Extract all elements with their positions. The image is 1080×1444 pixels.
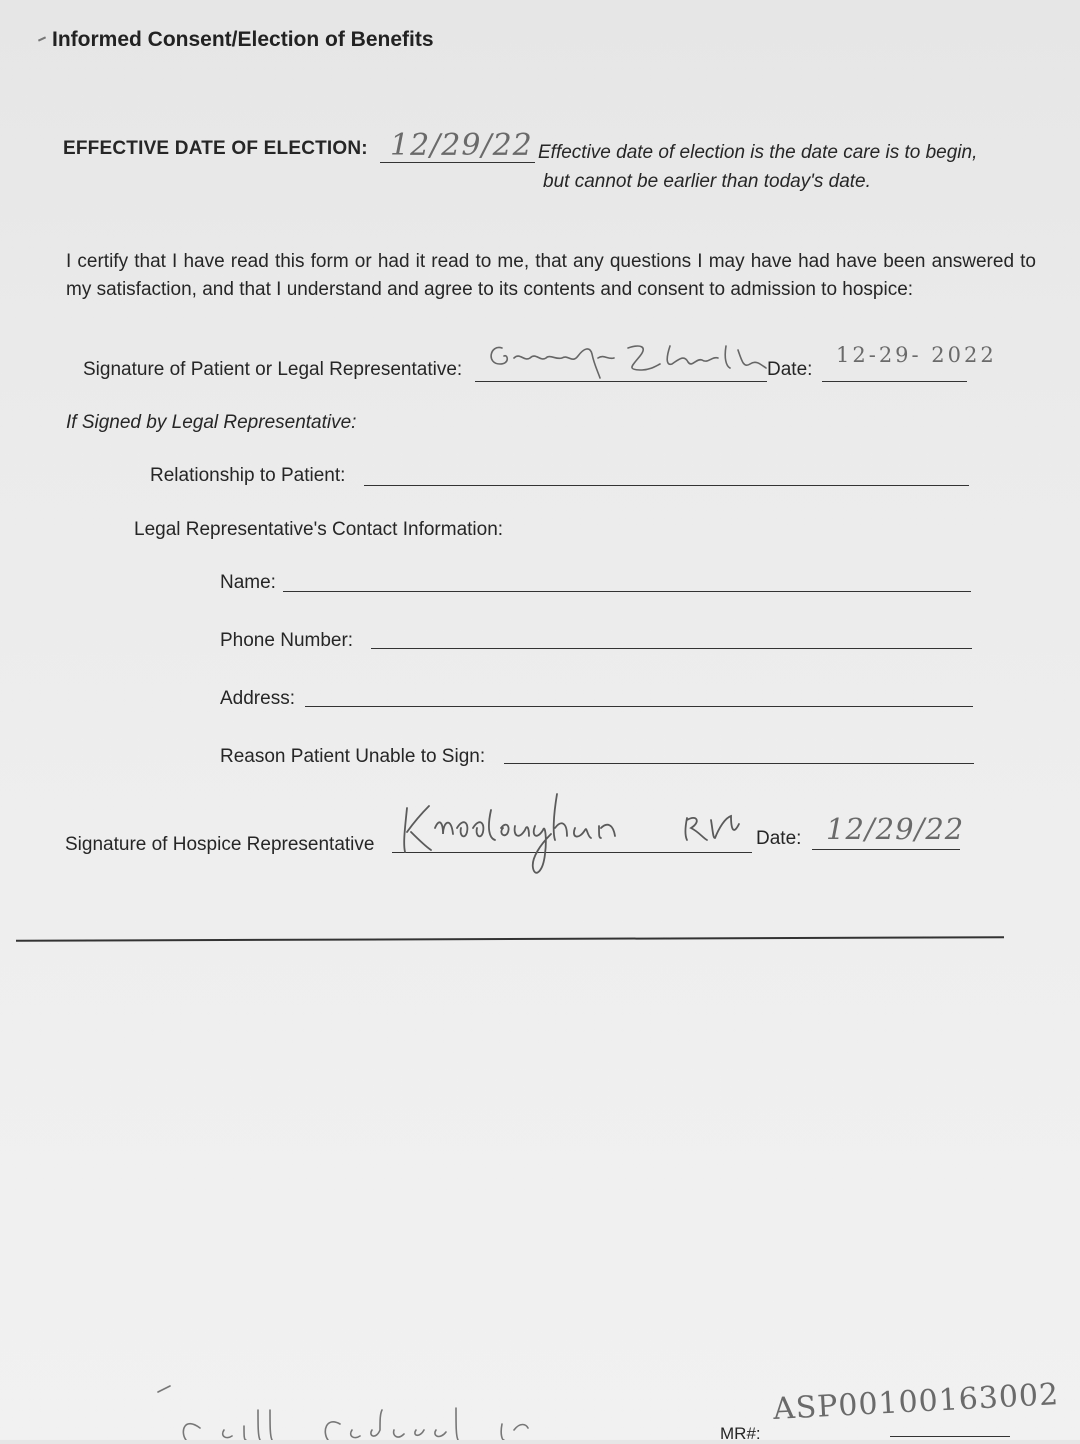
- hospice-date-label: Date:: [756, 828, 802, 849]
- election-note-line2: but cannot be earlier than today's date.: [543, 171, 871, 192]
- mr-value: ASP00100163002: [772, 1377, 1060, 1427]
- legal-rep-heading: If Signed by Legal Representative:: [66, 412, 357, 433]
- election-date-label: EFFECTIVE DATE OF ELECTION:: [63, 138, 368, 159]
- hospice-signature-scribble[interactable]: [395, 788, 755, 883]
- corner-mark: [38, 36, 46, 41]
- name-field[interactable]: [283, 591, 971, 592]
- reason-field[interactable]: [504, 763, 974, 764]
- patient-date-line: [822, 381, 967, 382]
- election-date-value[interactable]: 12/29/22: [390, 128, 533, 163]
- reason-label: Reason Patient Unable to Sign:: [220, 746, 486, 767]
- mr-line: [890, 1436, 1010, 1437]
- relationship-label: Relationship to Patient:: [150, 465, 346, 486]
- election-note-line1: Effective date of election is the date care is to begin,: [538, 142, 978, 163]
- footer-handwritten-name: [140, 1380, 560, 1440]
- patient-signature-label: Signature of Patient or Legal Representative:: [83, 359, 463, 380]
- section-divider: [16, 936, 1004, 941]
- address-field[interactable]: [305, 706, 973, 707]
- patient-date-label: Date:: [767, 359, 813, 380]
- page-title: Informed Consent/Election of Benefits: [52, 28, 434, 51]
- phone-label: Phone Number:: [220, 630, 354, 651]
- name-label: Name:: [220, 572, 276, 593]
- relationship-field[interactable]: [364, 485, 969, 486]
- phone-field[interactable]: [371, 648, 972, 649]
- hospice-date-line: [812, 849, 960, 850]
- address-label: Address:: [220, 688, 295, 709]
- patient-signature-scribble[interactable]: [480, 334, 780, 384]
- hospice-signature-label: Signature of Hospice Representative: [65, 834, 375, 855]
- mr-label: MR#:: [720, 1424, 761, 1443]
- patient-date-value[interactable]: 12-29- 2022: [836, 343, 997, 367]
- certification-text: I certify that I have read this form or had it read to me, that any questions I may have had have been answered to my satisfaction, and that I understand and agree to its contents and consent to admission to hospice:: [66, 251, 1036, 300]
- hospice-date-value[interactable]: 12/29/22: [826, 812, 965, 846]
- contact-heading: Legal Representative's Contact Information:: [134, 519, 504, 540]
